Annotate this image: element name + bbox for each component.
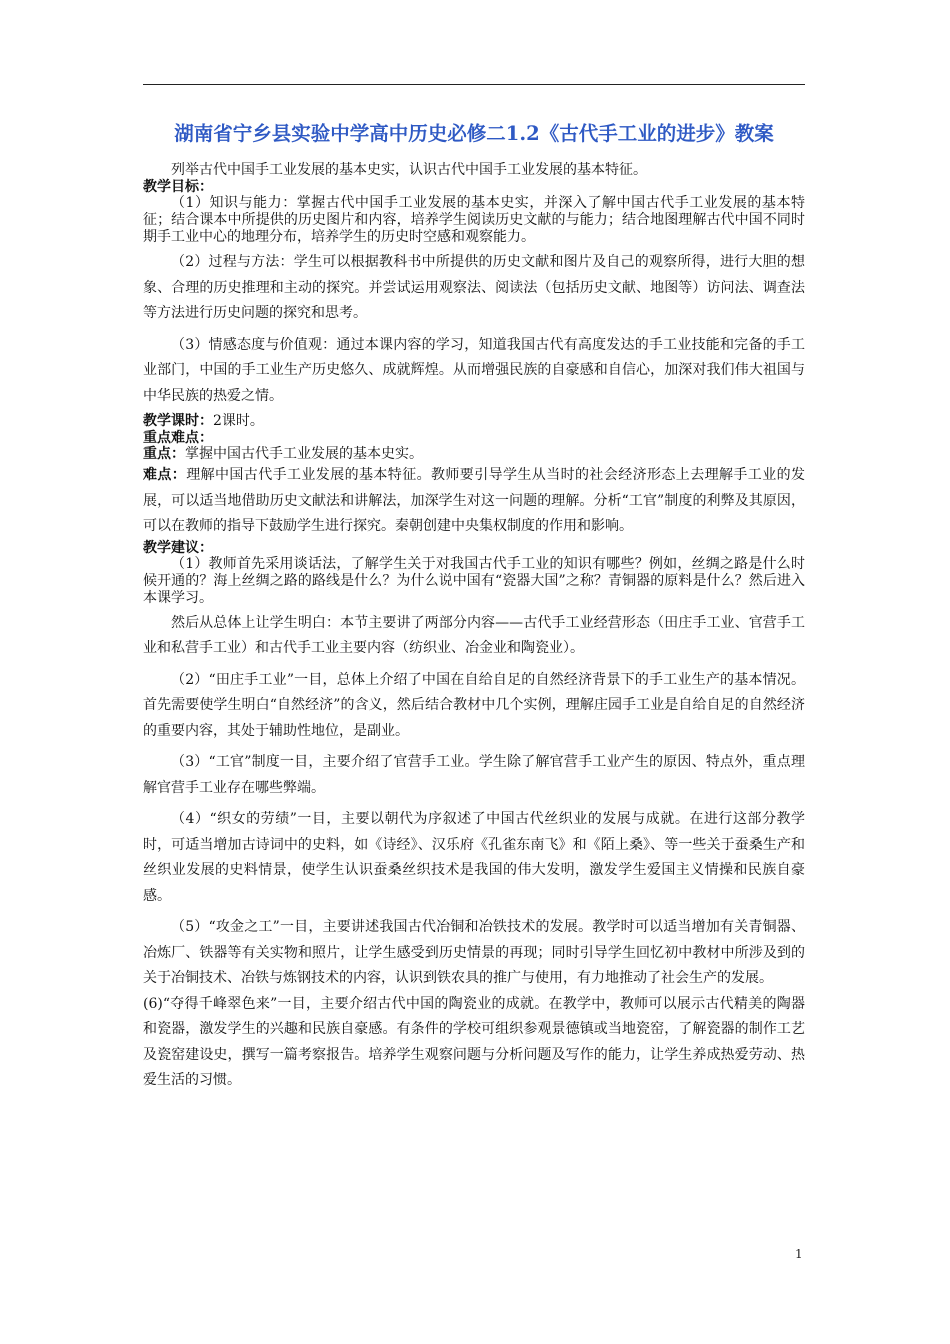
objectives-heading: 教学目标： xyxy=(143,179,213,195)
hours-value: 2课时。 xyxy=(213,413,264,429)
suggestion-item: (6)“夺得千峰翠色来”一目，主要介绍古代中国的陶瓷业的成就。在教学中，教师可以展示古代精美的陶器和瓷器，激发学生的兴趣和民族自豪感。有条件的学校可组织参观景德镇或当地瓷窑，了解瓷器的制作工艺及瓷窑建设史，撰写一篇考察报告。培养学生观察问题与分析问题及写作的能力，让学生养成热爱劳动、热爱生活的习惯。 xyxy=(143,995,805,1088)
suggestion-item: 然后从总体上让学生明白：本节主要讲了两部分内容——古代手工业经营形态（田庄手工业、官营手工业和私营手工业）和古代手工业主要内容（纺织业、冶金业和陶瓷业）。 xyxy=(143,614,805,656)
intro-paragraph: 列举古代中国手工业发展的基本史实，认识古代中国手工业发展的基本特征。 xyxy=(171,162,647,178)
focus-line xyxy=(143,446,805,463)
objective-attitude: （3）情感态度与价值观：通过本课内容的学习，知道我国古代有高度发达的手工业技能和完备的手工业部门，中国的手工业生产历史悠久、成就辉煌。从而增强民族的自豪感和自信心，加深对我们伟大祖国与中华民族的热爱之情。 xyxy=(143,336,805,404)
document-body xyxy=(143,162,805,1094)
suggestion-item: （5）“攻金之工”一目，主要讲述我国古代冶铜和冶铁技术的发展。教学时可以适当增加有关青铜器、冶炼厂、铁器等有关实物和照片，让学生感受到历史情景的再现；同时引导学生回忆初中教材中所涉及到的关于冶铜技术、冶铁与炼钢技术的内容，认识到铁农具的推广与使用，有力地推动了社会生产的发展。 xyxy=(143,919,805,986)
difficulty-text: 理解中国古代手工业发展的基本特征。教师要引导学生从当时的社会经济形态上去理解手工业的发展，可以适当地借助历史文献法和讲解法，加深学生对这一问题的理解。分析“工官”制度的利弊及其原因，可以在教师的指导下鼓励学生进行探究。秦朝创建中央集权制度的作用和影响。 xyxy=(143,467,806,534)
objective-knowledge: （1）知识与能力：掌握古代中国手工业发展的基本史实，并深入了解中国古代手工业发展的基本特征；结合课本中所提供的历史图片和内容，培养学生阅读历史文献的与能力；结合地图理解古代中国不同时期手工业中心的地理分布，培养学生的历史时空感和观察能力。 xyxy=(143,195,805,245)
suggestions-heading: 教学建议： xyxy=(143,539,213,556)
hours-line xyxy=(143,413,805,430)
suggestion-item: （1）教师首先采用谈话法，了解学生关于对我国古代手工业的知识有哪些？例如，丝绸之路是什么时候开通的？海上丝绸之路的路线是什么？为什么说中国有“瓷器大国”之称？青铜器的原料是什么？然后进入本课学习。 xyxy=(143,555,805,606)
page-number: 1 xyxy=(795,1247,803,1261)
header-rule xyxy=(143,84,805,85)
suggestion-item: （3）“工官”制度一目，主要介绍了官营手工业。学生除了解官营手工业产生的原因、特点外，重点理解官营手工业存在哪些弊端。 xyxy=(143,754,805,796)
focus-text: 掌握中国古代手工业发展的基本史实。 xyxy=(185,446,423,462)
hours-label: 教学课时： xyxy=(143,413,213,429)
difficulty-line xyxy=(143,463,805,540)
focus-label: 重点： xyxy=(143,446,185,462)
difficulty-label: 难点： xyxy=(143,467,187,483)
keypoints-heading: 重点难点： xyxy=(143,430,213,446)
objective-process: （2）过程与方法：学生可以根据教科书中所提供的历史文献和图片及自己的观察所得，进行大胆的想象、合理的历史推理和主动的探究。并尝试运用观察法、阅读法（包括历史文献、地图等）访问法、调查法等方法进行历史问题的探究和思考。 xyxy=(143,254,805,321)
suggestion-item: （2）“田庄手工业”一目，总体上介绍了中国在自给自足的自然经济背景下的手工业生产的基本情况。首先需要使学生明白“自然经济”的含义，然后结合教材中几个实例，理解庄园手工业是自给自足的自然经济的重要内容，其处于辅助性地位，是副业。 xyxy=(143,671,805,739)
document-title: 湖南省宁乡县实验中学高中历史必修二1.2《古代手工业的进步》教案 xyxy=(174,122,774,145)
suggestion-item: （4）“织女的劳绩”一目，主要以朝代为序叙述了中国古代丝织业的发展与成就。在进行这部分教学时，可适当增加古诗词中的史料，如《诗经》、汉乐府《孔雀东南飞》和《陌上桑》、等一些关于蚕桑生产和丝织业发展的史料情景，使学生认识蚕桑丝织技术是我国的伟大发明，激发学生爱国主义情操和民族自豪感。 xyxy=(143,811,805,904)
